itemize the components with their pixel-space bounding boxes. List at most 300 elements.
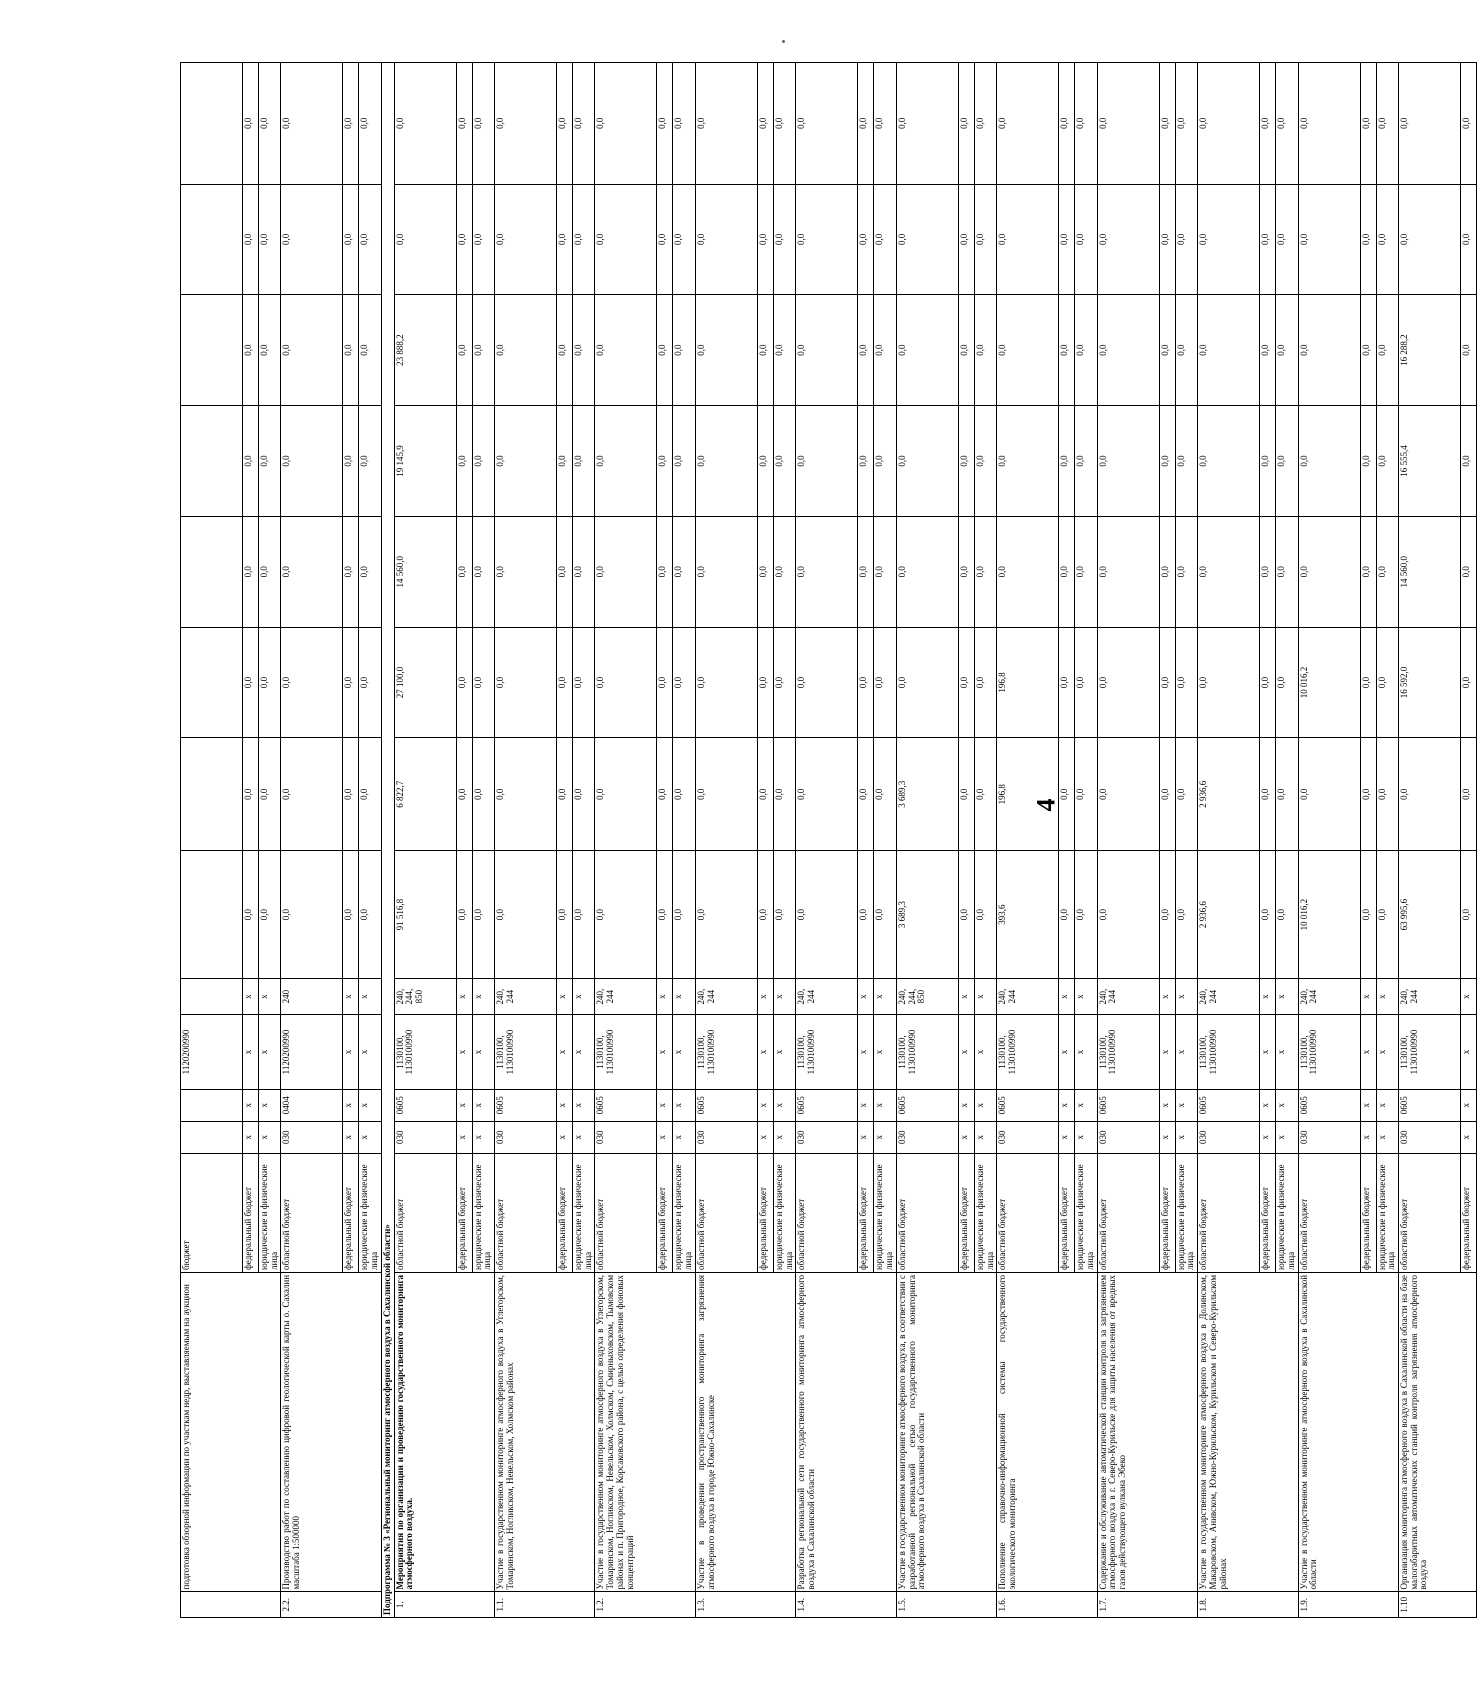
amount-cell: 0,0 [1075,516,1097,627]
amount-cell: 0,0 [1097,851,1159,979]
amount-cell: 0,0 [695,406,757,517]
code-grbs: x [557,1121,573,1153]
amount-cell: 0,0 [657,406,673,517]
funding-source: федеральный бюджет [1460,1153,1476,1272]
activity-name: Участие в государственном мониторинге атмосферного воздуха, в соответствии с разработанной региональной сетью государственного мониторинга атмосферного воздуха в Сахалинской области [896,1272,996,1592]
amount-cell: 0,0 [1298,406,1360,517]
funding-source: юридические и физические лица [673,1153,695,1272]
activity-name: Участие в государственном мониторинге атмосферного воздуха в Углегорском, Томаринском, Ногликском, Невельском, Холмском, Смирныховском, Тымовском районах и п. Пригородное, Корсаковского района, с целью определения фоновых концентраций [595,1272,695,1592]
amount-cell: 0,0 [1059,738,1075,851]
code-grbs: 030 [1198,1121,1260,1153]
amount-cell: 0,0 [281,295,343,406]
amount-cell: 0,0 [1198,516,1260,627]
activity-name: подготовка обзорной информации по участкам недр, выставляемым на аукцион [181,1272,281,1592]
amount-cell [181,627,243,738]
funding-source: областной бюджет [595,1153,657,1272]
amount-cell: 0,0 [958,851,974,979]
row-number [181,1592,281,1618]
code-vr: x [1159,979,1175,1015]
funding-source: областной бюджет [1198,1153,1260,1272]
amount-cell: 0,0 [657,63,673,185]
funding-source: юридические и физические лица [874,1153,896,1272]
amount-cell: 0,0 [595,738,657,851]
amount-cell: 0,0 [1460,406,1476,517]
code-csr: 1130100, 1130100990 [997,1015,1059,1090]
amount-cell: 0,0 [456,295,472,406]
code-csr: x [773,1015,795,1090]
amount-cell: 2 936,6 [1198,738,1260,851]
amount-cell: 0,0 [1075,851,1097,979]
amount-cell: 3 689,3 [896,851,958,979]
amount-cell: 0,0 [1260,295,1276,406]
funding-source: областной бюджет [695,1153,757,1272]
amount-cell: 0,0 [896,516,958,627]
code-grbs: x [974,1121,996,1153]
amount-cell: 0,0 [1260,851,1276,979]
amount-cell: 0,0 [495,295,557,406]
amount-cell: 0,0 [1198,63,1260,185]
amount-cell: 0,0 [243,738,259,851]
amount-cell: 0,0 [1075,63,1097,185]
code-vr: x [858,979,874,1015]
code-vr: x [1075,979,1097,1015]
amount-cell: 0,0 [1175,295,1197,406]
code-grbs: 030 [997,1121,1059,1153]
code-csr: x [243,1015,259,1090]
amount-cell: 0,0 [958,627,974,738]
amount-cell: 0,0 [773,406,795,517]
code-grbs: x [1276,1121,1298,1153]
code-vr: x [673,979,695,1015]
amount-cell: 0,0 [343,627,359,738]
code-rzpr: x [259,1089,281,1121]
amount-cell: 0,0 [1175,738,1197,851]
table-row [281,63,343,1618]
table-row [1298,63,1360,1618]
amount-cell: 0,0 [281,738,343,851]
amount-cell: 6 822,7 [394,738,456,851]
code-grbs: x [472,1121,494,1153]
amount-cell: 0,0 [773,851,795,979]
code-grbs: 030 [495,1121,557,1153]
amount-cell: 0,0 [1398,184,1460,295]
amount-cell: 0,0 [1097,406,1159,517]
code-csr: x [1260,1015,1276,1090]
code-csr: x [1360,1015,1376,1090]
amount-cell: 0,0 [874,295,896,406]
code-vr: 240, 244 [1198,979,1260,1015]
amount-cell: 0,0 [456,627,472,738]
amount-cell: 0,0 [858,295,874,406]
table-row [1198,63,1260,1618]
amount-cell: 0,0 [281,63,343,185]
amount-cell: 0,0 [243,851,259,979]
amount-cell: 0,0 [1376,851,1398,979]
code-vr: x [573,979,595,1015]
amount-cell: 0,0 [1276,516,1298,627]
code-vr: x [974,979,996,1015]
amount-cell: 0,0 [1059,516,1075,627]
amount-cell: 16 288,2 [1398,295,1460,406]
amount-cell: 0,0 [595,851,657,979]
amount-cell: 0,0 [695,851,757,979]
amount-cell: 0,0 [472,295,494,406]
amount-cell: 0,0 [1059,184,1075,295]
amount-cell: 0,0 [1159,406,1175,517]
amount-cell: 0,0 [243,627,259,738]
code-csr: x [359,1015,381,1090]
amount-cell: 0,0 [695,738,757,851]
amount-cell: 0,0 [472,516,494,627]
amount-cell: 0,0 [673,63,695,185]
amount-cell: 0,0 [359,295,381,406]
code-vr: x [1276,979,1298,1015]
funding-source: областной бюджет [394,1153,456,1272]
amount-cell: 0,0 [958,63,974,185]
amount-cell: 0,0 [595,516,657,627]
amount-cell: 0,0 [757,851,773,979]
code-rzpr: 0605 [1298,1089,1360,1121]
amount-cell: 0,0 [595,295,657,406]
amount-cell: 0,0 [1159,738,1175,851]
code-vr: x [1175,979,1197,1015]
amount-cell: 0,0 [281,851,343,979]
amount-cell: 91 516,8 [394,851,456,979]
code-csr: x [1059,1015,1075,1090]
amount-cell: 0,0 [896,295,958,406]
amount-cell: 0,0 [974,627,996,738]
code-rzpr: 0605 [1198,1089,1260,1121]
funding-source: юридические и физические лица [1376,1153,1398,1272]
amount-cell: 0,0 [1276,406,1298,517]
amount-cell: 0,0 [1360,851,1376,979]
amount-cell: 0,0 [495,184,557,295]
amount-cell [181,63,243,185]
code-csr: 1130100, 1130100990 [896,1015,958,1090]
amount-cell: 0,0 [657,738,673,851]
activity-name: Участие в государственном мониторинге атмосферного воздуха в Долинском, Макаровском, Анивском, Южно-Курильском, Курильском и Северо-Курильском районах [1198,1272,1298,1592]
amount-cell: 0,0 [874,516,896,627]
amount-cell: 0,0 [858,184,874,295]
amount-cell: 0,0 [757,516,773,627]
funding-source: федеральный бюджет [557,1153,573,1272]
amount-cell: 0,0 [1360,184,1376,295]
amount-cell: 0,0 [757,406,773,517]
amount-cell: 14 560,0 [1398,516,1460,627]
amount-cell: 0,0 [874,738,896,851]
amount-cell: 0,0 [343,851,359,979]
table-row [495,63,557,1618]
activity-name: Разработка региональной сети государственного мониторинга атмосферного воздуха в Сахалинской области [796,1272,896,1592]
amount-cell: 0,0 [657,295,673,406]
activity-name: Производство работ по составлению цифровой геологической карты о. Сахалин масштаба 1:500000 [281,1272,381,1592]
code-vr: x [1260,979,1276,1015]
code-vr: 240, 244, 850 [394,979,456,1015]
amount-cell: 0,0 [243,184,259,295]
amount-cell: 0,0 [343,516,359,627]
code-rzpr: x [1460,1089,1476,1121]
amount-cell: 0,0 [394,184,456,295]
activity-name: Участие в проведении пространственного мониторинга загрязнения атмосферного воздуха в городе Южно-Сахалинске [695,1272,795,1592]
code-csr: x [673,1015,695,1090]
amount-cell: 0,0 [796,738,858,851]
amount-cell: 0,0 [595,406,657,517]
amount-cell: 0,0 [495,738,557,851]
page-number: 4 [1031,798,1061,812]
amount-cell: 0,0 [1097,738,1159,851]
code-rzpr: 0605 [595,1089,657,1121]
code-rzpr: 0605 [695,1089,757,1121]
code-vr: 240, 244 [695,979,757,1015]
amount-cell: 196,8 [997,627,1059,738]
amount-cell: 0,0 [1298,738,1360,851]
code-grbs: 030 [281,1121,343,1153]
code-rzpr: x [773,1089,795,1121]
code-vr: 240, 244 [796,979,858,1015]
amount-cell: 0,0 [1460,851,1476,979]
amount-cell: 0,0 [896,406,958,517]
amount-cell: 0,0 [673,851,695,979]
amount-cell: 0,0 [394,63,456,185]
amount-cell: 0,0 [874,406,896,517]
amount-cell [181,184,243,295]
amount-cell: 0,0 [1298,184,1360,295]
code-rzpr: x [958,1089,974,1121]
code-csr: 1120200990 [181,1015,243,1090]
amount-cell: 16 592,0 [1398,627,1460,738]
code-rzpr: 0605 [997,1089,1059,1121]
amount-cell: 0,0 [359,406,381,517]
code-grbs: x [874,1121,896,1153]
amount-cell: 0,0 [958,406,974,517]
code-vr: 240 [281,979,343,1015]
funding-source: федеральный бюджет [456,1153,472,1272]
amount-cell: 0,0 [1276,184,1298,295]
code-csr: 1120200990 [281,1015,343,1090]
code-rzpr: x [1059,1089,1075,1121]
amount-cell: 0,0 [1159,295,1175,406]
amount-cell: 0,0 [495,627,557,738]
code-rzpr: x [974,1089,996,1121]
amount-cell: 0,0 [657,851,673,979]
row-number: 1.3. [695,1592,795,1618]
code-grbs: x [343,1121,359,1153]
amount-cell: 0,0 [974,851,996,979]
amount-cell: 0,0 [1075,406,1097,517]
row-number: 1.4. [796,1592,896,1618]
amount-cell: 0,0 [1460,627,1476,738]
funding-source: юридические и физические лица [1175,1153,1197,1272]
code-grbs: x [1075,1121,1097,1153]
activity-name: Содержание и обслуживание автоматической станции контроля за загрязнением атмосферного воздуха в г. Северо-Курильске для защиты населения от вредных газов действующего вулкана Эбеко [1097,1272,1197,1592]
funding-source: федеральный бюджет [1260,1153,1276,1272]
funding-source: юридические и физические лица [974,1153,996,1272]
amount-cell: 0,0 [1460,63,1476,185]
amount-cell: 0,0 [573,184,595,295]
code-vr: 240, 244 [1298,979,1360,1015]
amount-cell: 0,0 [1059,627,1075,738]
amount-cell: 0,0 [673,295,695,406]
code-csr: x [1175,1015,1197,1090]
amount-cell: 0,0 [1175,406,1197,517]
amount-cell: 0,0 [495,406,557,517]
code-vr: x [958,979,974,1015]
code-grbs: 030 [1298,1121,1360,1153]
code-rzpr: x [243,1089,259,1121]
code-vr: x [343,979,359,1015]
code-vr: x [1360,979,1376,1015]
amount-cell: 0,0 [673,516,695,627]
amount-cell: 0,0 [757,184,773,295]
amount-cell: 0,0 [874,184,896,295]
amount-cell: 0,0 [1175,63,1197,185]
amount-cell: 0,0 [1298,295,1360,406]
amount-cell: 0,0 [557,184,573,295]
amount-cell: 0,0 [495,851,557,979]
amount-cell: 0,0 [259,406,281,517]
amount-cell: 0,0 [974,63,996,185]
code-vr: 240, 244 [595,979,657,1015]
funding-source: областной бюджет [281,1153,343,1272]
amount-cell: 63 995,6 [1398,851,1460,979]
amount-cell: 3 689,3 [896,738,958,851]
amount-cell: 0,0 [1260,738,1276,851]
table-row [595,63,657,1618]
code-vr: x [259,979,281,1015]
amount-cell: 0,0 [858,406,874,517]
code-rzpr: x [1075,1089,1097,1121]
amount-cell [181,851,243,979]
funding-source: федеральный бюджет [1159,1153,1175,1272]
amount-cell: 2 936,6 [1198,851,1260,979]
row-number: 1.7. [1097,1592,1197,1618]
amount-cell: 0,0 [796,406,858,517]
amount-cell: 0,0 [974,184,996,295]
code-vr: x [1460,979,1476,1015]
amount-cell: 0,0 [1376,406,1398,517]
code-vr: x [773,979,795,1015]
amount-cell: 0,0 [595,184,657,295]
code-vr: x [243,979,259,1015]
funding-source: областной бюджет [896,1153,958,1272]
amount-cell: 0,0 [359,738,381,851]
funding-source: федеральный бюджет [1059,1153,1075,1272]
activity-name: Участие в государственном мониторинге атмосферного воздуха в Сахалинской области [1298,1272,1398,1592]
code-rzpr: x [858,1089,874,1121]
funding-source: юридические и физические лица [1075,1153,1097,1272]
amount-cell: 0,0 [673,406,695,517]
funding-source: областной бюджет [1398,1153,1460,1272]
code-rzpr: x [1360,1089,1376,1121]
table-row [1097,63,1159,1618]
amount-cell: 0,0 [1376,738,1398,851]
amount-cell: 0,0 [1298,63,1360,185]
funding-source: юридические и физические лица [259,1153,281,1272]
code-csr: 1130100, 1130100990 [796,1015,858,1090]
amount-cell: 0,0 [1059,63,1075,185]
amount-cell: 0,0 [259,63,281,185]
code-rzpr: x [874,1089,896,1121]
amount-cell: 0,0 [1159,184,1175,295]
table-body [181,63,1477,1618]
code-vr: 240, 244 [997,979,1059,1015]
amount-cell: 0,0 [1360,295,1376,406]
code-csr: x [958,1015,974,1090]
funding-source: федеральный бюджет [343,1153,359,1272]
amount-cell: 0,0 [695,184,757,295]
amount-cell: 0,0 [874,63,896,185]
funding-source: юридические и физические лица [573,1153,595,1272]
code-rzpr: x [1376,1089,1398,1121]
amount-cell: 0,0 [1376,295,1398,406]
code-csr: x [858,1015,874,1090]
amount-cell: 0,0 [773,516,795,627]
amount-cell: 0,0 [343,63,359,185]
amount-cell: 0,0 [757,295,773,406]
code-rzpr: x [1175,1089,1197,1121]
code-csr: x [1376,1015,1398,1090]
code-csr: x [456,1015,472,1090]
amount-cell: 0,0 [1059,295,1075,406]
code-vr [181,979,243,1015]
amount-cell: 0,0 [281,627,343,738]
scan-speck [782,40,785,43]
amount-cell: 0,0 [359,63,381,185]
amount-cell: 0,0 [1276,295,1298,406]
amount-cell: 0,0 [1159,627,1175,738]
funding-source: юридические и физические лица [472,1153,494,1272]
code-grbs: x [1460,1121,1476,1153]
table-row [997,63,1059,1618]
amount-cell: 0,0 [757,63,773,185]
code-csr: x [573,1015,595,1090]
amount-cell: 0,0 [773,627,795,738]
funding-source: федеральный бюджет [243,1153,259,1272]
amount-cell: 0,0 [243,516,259,627]
amount-cell: 27 100,0 [394,627,456,738]
amount-cell: 393,6 [997,851,1059,979]
code-csr: x [1075,1015,1097,1090]
table-row [1398,63,1460,1618]
code-rzpr: x [573,1089,595,1121]
amount-cell: 23 888,2 [394,295,456,406]
funding-source: федеральный бюджет [757,1153,773,1272]
amount-cell: 0,0 [695,627,757,738]
amount-cell: 0,0 [1260,184,1276,295]
amount-cell: 0,0 [796,63,858,185]
funding-source: юридические и физические лица [359,1153,381,1272]
amount-cell: 0,0 [1175,627,1197,738]
code-csr: x [472,1015,494,1090]
amount-cell: 196,8 [997,738,1059,851]
code-grbs: 030 [394,1121,456,1153]
amount-cell: 0,0 [595,627,657,738]
code-csr: x [1159,1015,1175,1090]
amount-cell: 0,0 [573,851,595,979]
amount-cell: 0,0 [573,627,595,738]
amount-cell: 0,0 [472,184,494,295]
code-grbs: x [773,1121,795,1153]
code-csr: x [1460,1015,1476,1090]
code-csr: x [557,1015,573,1090]
amount-cell: 0,0 [773,184,795,295]
amount-cell: 0,0 [573,63,595,185]
amount-cell: 0,0 [472,406,494,517]
amount-cell: 0,0 [1298,516,1360,627]
amount-cell: 0,0 [1198,295,1260,406]
amount-cell: 0,0 [974,295,996,406]
code-rzpr: x [1276,1089,1298,1121]
